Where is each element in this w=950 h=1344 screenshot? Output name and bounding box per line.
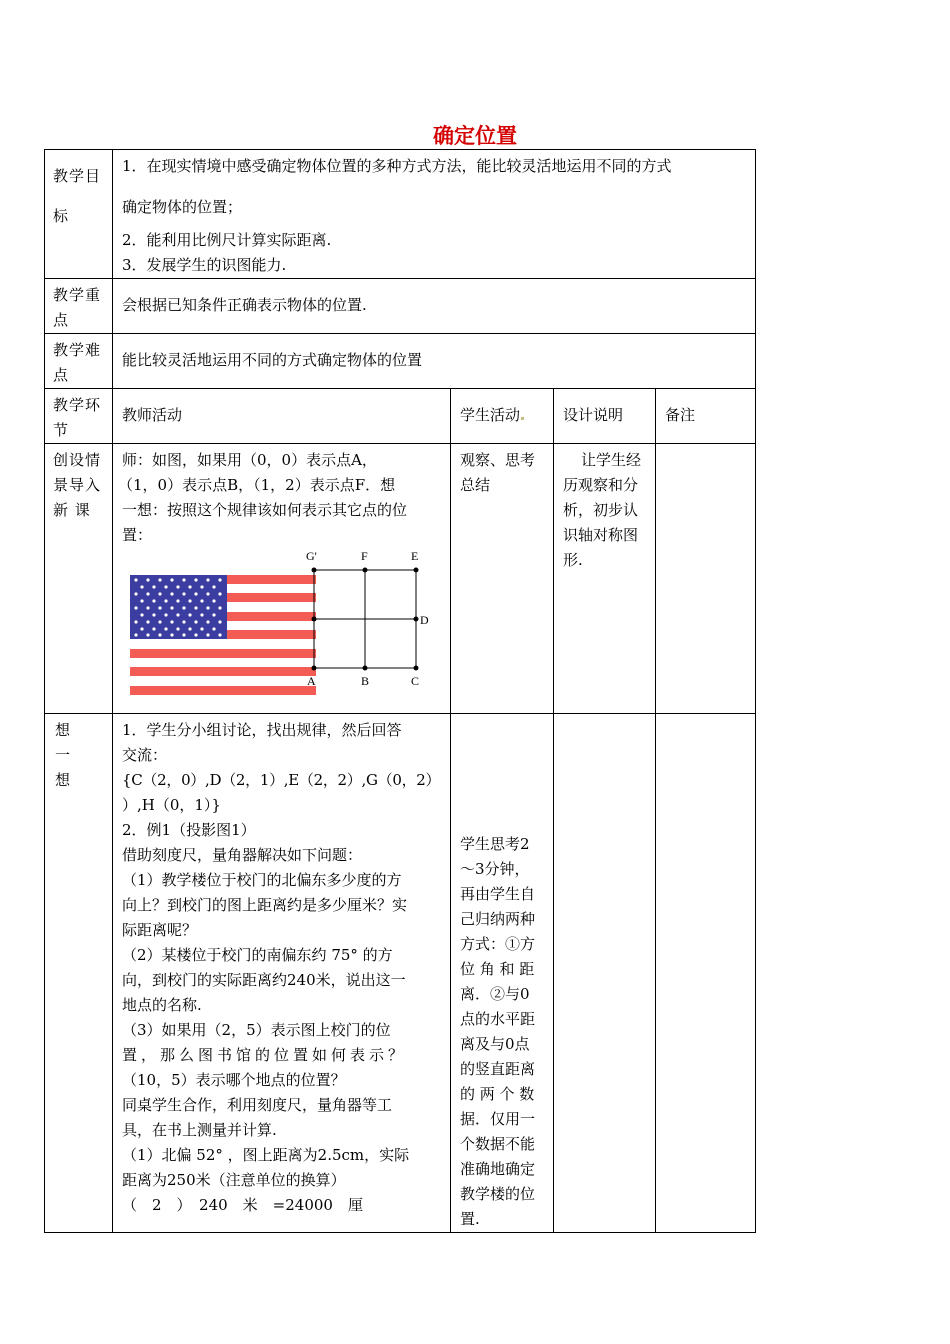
think-t18: （1）北偏 52° ，图上距离为2.5cm，实际 xyxy=(122,1146,410,1164)
think-s13: 个数据不能 xyxy=(460,1135,536,1153)
think-student xyxy=(451,714,554,1233)
key-point-content xyxy=(113,279,756,334)
think-s11: 的 两 个 数 xyxy=(460,1085,535,1103)
think-t6: 借助刻度尺，量角器解决如下问题： xyxy=(122,846,363,864)
point-label-b: B xyxy=(361,674,370,688)
think-t9: 际距离呢？ xyxy=(122,921,198,939)
intro-design-1: 让学生经 xyxy=(581,451,642,469)
think-t17: 具，在书上测量并计算. xyxy=(122,1121,277,1139)
think-t8: 向上？到校门的图上距离约是多少厘米？实 xyxy=(122,896,408,914)
think-s7: 离．②与0 xyxy=(460,985,530,1003)
think-t20: （ 2 ） 240 米 =24000 厘 xyxy=(122,1196,363,1214)
header-design xyxy=(554,389,656,444)
think-s12: 据．仅用一 xyxy=(460,1110,536,1128)
stray-mark xyxy=(521,417,524,420)
objectives-label-1: 教学目 xyxy=(53,167,102,185)
intro-teacher-4: 置： xyxy=(122,526,153,544)
difficulty-text: 能比较灵活地运用不同的方式确定物体的位置 xyxy=(122,351,423,369)
think-label-3: 想 xyxy=(55,771,72,789)
think-label-2: 一 xyxy=(55,746,72,764)
intro-label-cell xyxy=(45,444,113,714)
think-s16: 置. xyxy=(460,1210,480,1228)
intro-teacher xyxy=(113,444,451,714)
coordinate-grid-diagram xyxy=(306,548,452,703)
point-label-e: E xyxy=(411,549,419,563)
objective-3: 3．发展学生的识图能力. xyxy=(122,256,287,274)
objectives-row xyxy=(45,150,756,279)
objectives-label-cell xyxy=(45,150,113,279)
think-t3: {C（2，0）,D（2，1）,E（2，2）,G（0，2） xyxy=(122,771,441,789)
think-s4: 己归纳两种 xyxy=(460,910,536,928)
flag-stars-icon xyxy=(130,575,227,639)
think-t11: 向，到校门的实际距离约240米，说出这一 xyxy=(122,971,406,989)
key-point-label-1: 教学重 xyxy=(53,286,102,304)
objective-1b: 确定物体的位置； xyxy=(122,198,243,216)
intro-student-2: 总结 xyxy=(460,476,491,494)
header-teacher-text: 教师活动 xyxy=(122,406,183,424)
header-label-cell xyxy=(45,389,113,444)
intro-row xyxy=(45,444,756,714)
think-t13: （3）如果用（2，5）表示图上校门的位 xyxy=(122,1021,391,1039)
think-s3: 再由学生自 xyxy=(460,885,536,903)
intro-label-1: 创设情 xyxy=(53,451,102,469)
think-t19: 距离为250米（注意单位的换算） xyxy=(122,1171,346,1189)
think-s2: ～3分钟， xyxy=(460,860,530,878)
difficulty-content xyxy=(113,334,756,389)
objectives-label-2: 标 xyxy=(53,207,70,225)
key-point-label-2: 点 xyxy=(53,311,70,329)
flag-star-field xyxy=(130,575,227,639)
key-point-label-cell xyxy=(45,279,113,334)
objective-2: 2．能利用比例尺计算实际距离. xyxy=(122,231,332,249)
objective-1a: 1．在现实情境中感受确定物体位置的多种方式方法，能比较灵活地运用不同的方式 xyxy=(122,157,672,175)
think-t12: 地点的名称. xyxy=(122,996,202,1014)
intro-teacher-1: 师：如图，如果用（0，0）表示点A， xyxy=(122,451,377,469)
intro-design-2: 历观察和分 xyxy=(563,476,639,494)
page-title: 确定位置 xyxy=(433,124,517,148)
intro-design-5: 形. xyxy=(563,551,583,569)
think-s14: 准确地确定 xyxy=(460,1160,536,1178)
think-t14: 置，那么图书馆的位置如何表示？ xyxy=(122,1046,408,1064)
intro-student-1: 观察、思考 xyxy=(460,451,536,469)
intro-design-4: 识轴对称图 xyxy=(563,526,639,544)
intro-label-3: 新 课 xyxy=(53,501,91,519)
think-row xyxy=(45,714,756,1233)
difficulty-row xyxy=(45,334,756,389)
think-s5: 方式：①方 xyxy=(460,935,536,953)
key-point-text: 会根据已知条件正确表示物体的位置. xyxy=(122,296,367,314)
intro-teacher-2: （1，0）表示点B，（1，2）表示点F．想 xyxy=(118,476,396,494)
header-design-text: 设计说明 xyxy=(563,406,624,424)
think-t10: （2）某楼位于校门的南偏东约 75° 的方 xyxy=(122,946,393,964)
think-label-1: 想 xyxy=(55,721,72,739)
header-notes xyxy=(656,389,756,444)
think-s8: 点的水平距 xyxy=(460,1010,536,1028)
think-design xyxy=(554,714,656,1233)
header-student-text: 学生活动 xyxy=(460,406,521,424)
point-label-f: F xyxy=(361,549,368,563)
figure xyxy=(122,548,442,703)
intro-teacher-3: 一想：按照这个规律该如何表示其它点的位 xyxy=(122,501,408,519)
think-s1: 学生思考2 xyxy=(460,835,530,853)
think-teacher xyxy=(113,714,451,1233)
difficulty-label-1: 教学难 xyxy=(53,341,102,359)
point-label-d: D xyxy=(420,613,429,627)
intro-design xyxy=(554,444,656,714)
key-point-row xyxy=(45,279,756,334)
difficulty-label-2: 点 xyxy=(53,366,70,384)
think-notes xyxy=(656,714,756,1233)
think-label-cell xyxy=(45,714,113,1233)
think-t4: ）,H（0，1）} xyxy=(122,796,221,814)
think-t1: 1．学生分小组讨论，找出规律，然后回答 xyxy=(122,721,402,739)
header-row xyxy=(45,389,756,444)
header-label-1: 教学环 xyxy=(53,396,102,414)
header-student xyxy=(451,389,554,444)
intro-label-2: 景导入 xyxy=(53,476,102,494)
think-t2: 交流： xyxy=(122,746,168,764)
intro-notes xyxy=(656,444,756,714)
think-t15: （10，5）表示哪个地点的位置？ xyxy=(122,1071,346,1089)
think-s9: 离及与0点 xyxy=(460,1035,530,1053)
point-label-c: C xyxy=(411,674,420,688)
header-label-2: 节 xyxy=(53,421,70,439)
point-label-a: A xyxy=(307,674,316,688)
think-t16: 同桌学生合作，利用刻度尺，量角器等工 xyxy=(122,1096,393,1114)
objectives-content xyxy=(113,150,756,279)
think-s10: 的竖直距离 xyxy=(460,1060,536,1078)
think-t5: 2．例1（投影图1） xyxy=(122,821,256,839)
point-label-g: G' xyxy=(306,549,317,563)
think-t7: （1）教学楼位于校门的北偏东多少度的方 xyxy=(122,871,402,889)
lesson-plan-table xyxy=(44,149,756,1233)
header-teacher xyxy=(113,389,451,444)
header-notes-text: 备注 xyxy=(665,406,696,424)
intro-design-3: 析，初步认 xyxy=(563,501,639,519)
think-s6: 位 角 和 距 xyxy=(460,960,535,978)
intro-student xyxy=(451,444,554,714)
difficulty-label-cell xyxy=(45,334,113,389)
think-s15: 教学楼的位 xyxy=(460,1185,536,1203)
